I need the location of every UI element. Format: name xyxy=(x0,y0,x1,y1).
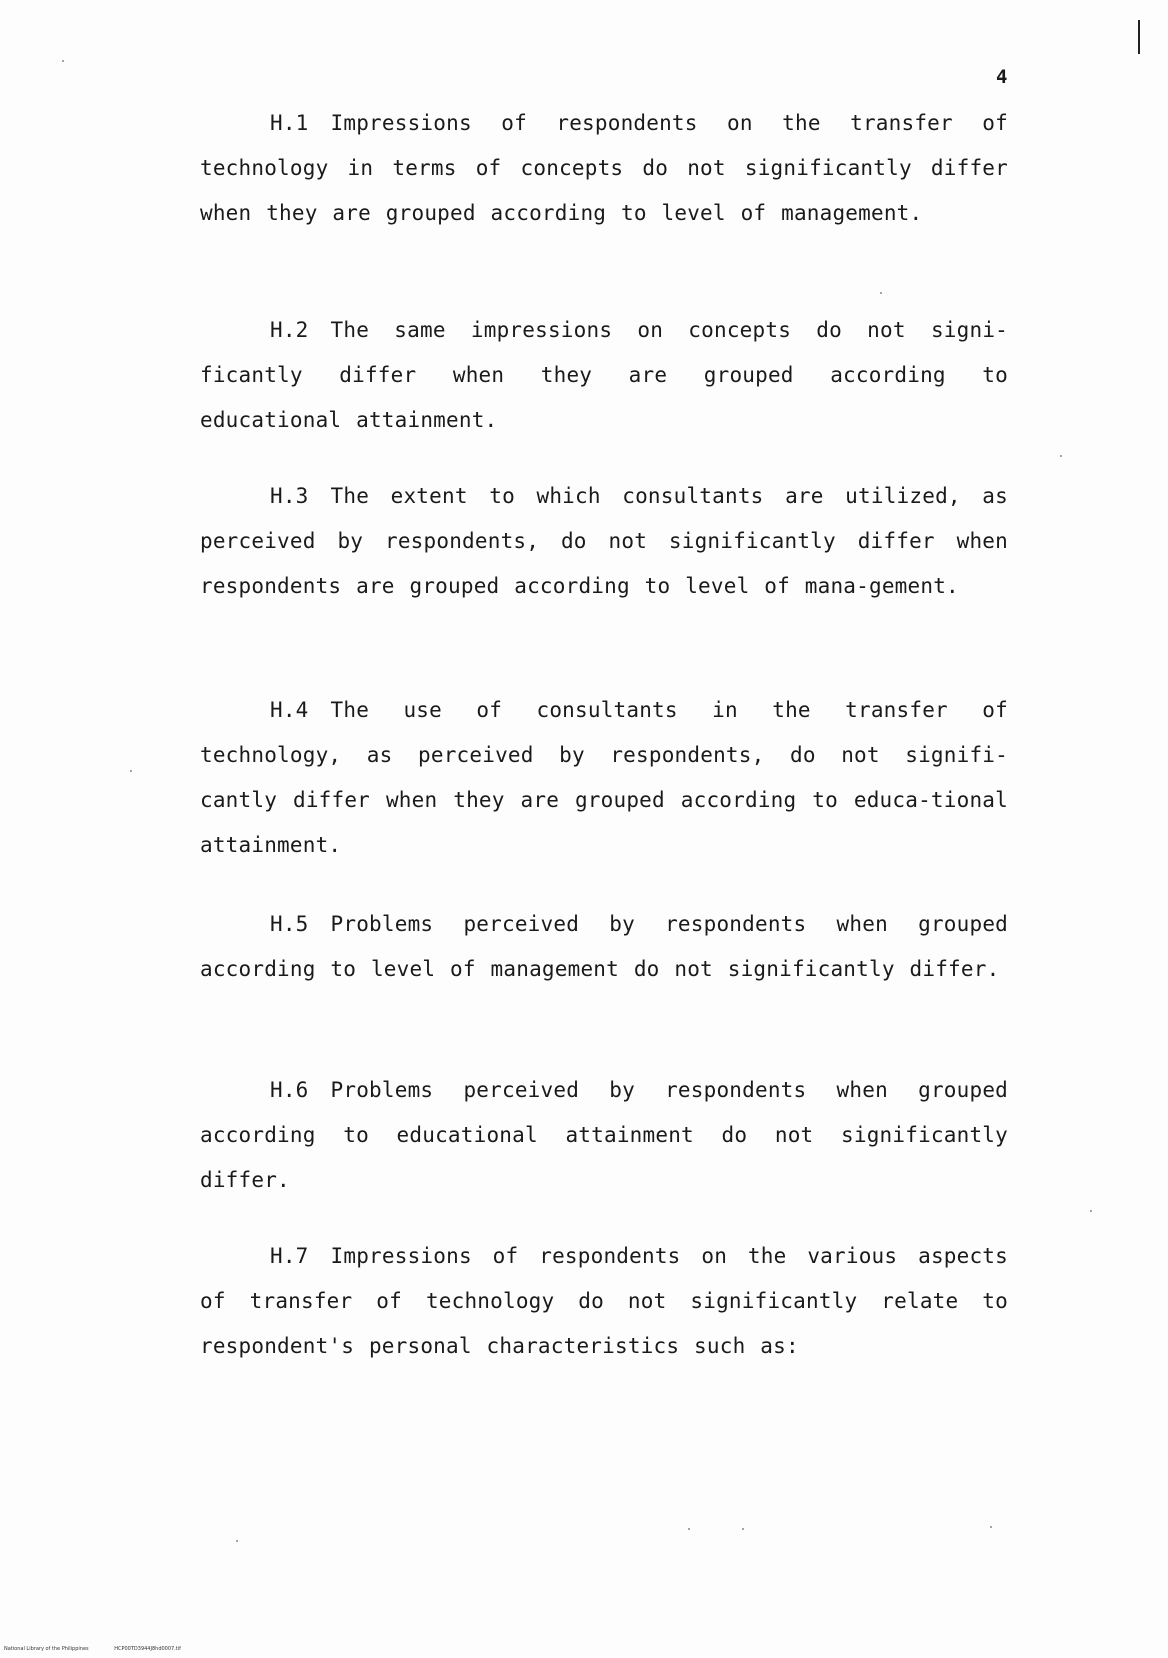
scan-speck xyxy=(1090,1210,1092,1212)
hypothesis-1 xyxy=(200,101,1008,236)
hypothesis-label: H.2 xyxy=(270,318,309,342)
scan-speck xyxy=(1060,455,1062,457)
hypothesis-7 xyxy=(200,1234,1008,1369)
scan-speck xyxy=(62,60,64,62)
hypothesis-label: H.4 xyxy=(270,698,309,722)
margin-mark xyxy=(1138,20,1140,54)
scan-speck xyxy=(130,770,132,772)
hypothesis-label: H.5 xyxy=(270,912,309,936)
hypothesis-text: Impressions of respondents on the transfer of technology in terms of concepts do not significantly differ when they are grouped according to level of management. xyxy=(200,111,1008,225)
hypothesis-label: H.7 xyxy=(270,1244,309,1268)
hypothesis-4 xyxy=(200,688,1008,868)
hypothesis-label: H.1 xyxy=(270,111,309,135)
hypothesis-6 xyxy=(200,1068,1008,1203)
hypothesis-2 xyxy=(200,308,1008,443)
hypothesis-text: Problems perceived by respondents when grouped according to level of management do not significantly differ. xyxy=(200,912,1008,981)
hypothesis-label: H.6 xyxy=(270,1078,309,1102)
scan-footer xyxy=(4,1646,205,1652)
hypothesis-text: Impressions of respondents on the various aspects of transfer of technology do not significantly relate to respondent's personal characteristics such as: xyxy=(200,1244,1008,1358)
hypothesis-text: Problems perceived by respondents when grouped according to educational attainment do not significantly differ. xyxy=(200,1078,1008,1192)
scan-speck xyxy=(742,1528,744,1530)
hypothesis-label: H.3 xyxy=(270,484,309,508)
scan-speck xyxy=(880,292,882,294)
hypothesis-text: The extent to which consultants are utilized, as perceived by respondents, do not significantly differ when respondents are grouped according to level of mana-gement. xyxy=(200,484,1008,598)
hypothesis-text: The use of consultants in the transfer of technology, as perceived by respondents, do not signifi-cantly differ when they are grouped according to educa-tional attainment. xyxy=(200,698,1008,857)
footer-library: National Library of the Philippines xyxy=(4,1646,89,1652)
scan-speck xyxy=(990,1526,992,1528)
hypothesis-5 xyxy=(200,902,1008,992)
scan-speck xyxy=(236,1540,238,1542)
scan-speck xyxy=(688,1528,690,1530)
hypothesis-3 xyxy=(200,474,1008,609)
page-number: 4 xyxy=(996,66,1008,88)
hypothesis-text: The same impressions on concepts do not signi-ficantly differ when they are grouped according to educational attainment. xyxy=(200,318,1008,432)
footer-file: HCP00TD3944J8hd0007.tif xyxy=(114,1646,181,1652)
